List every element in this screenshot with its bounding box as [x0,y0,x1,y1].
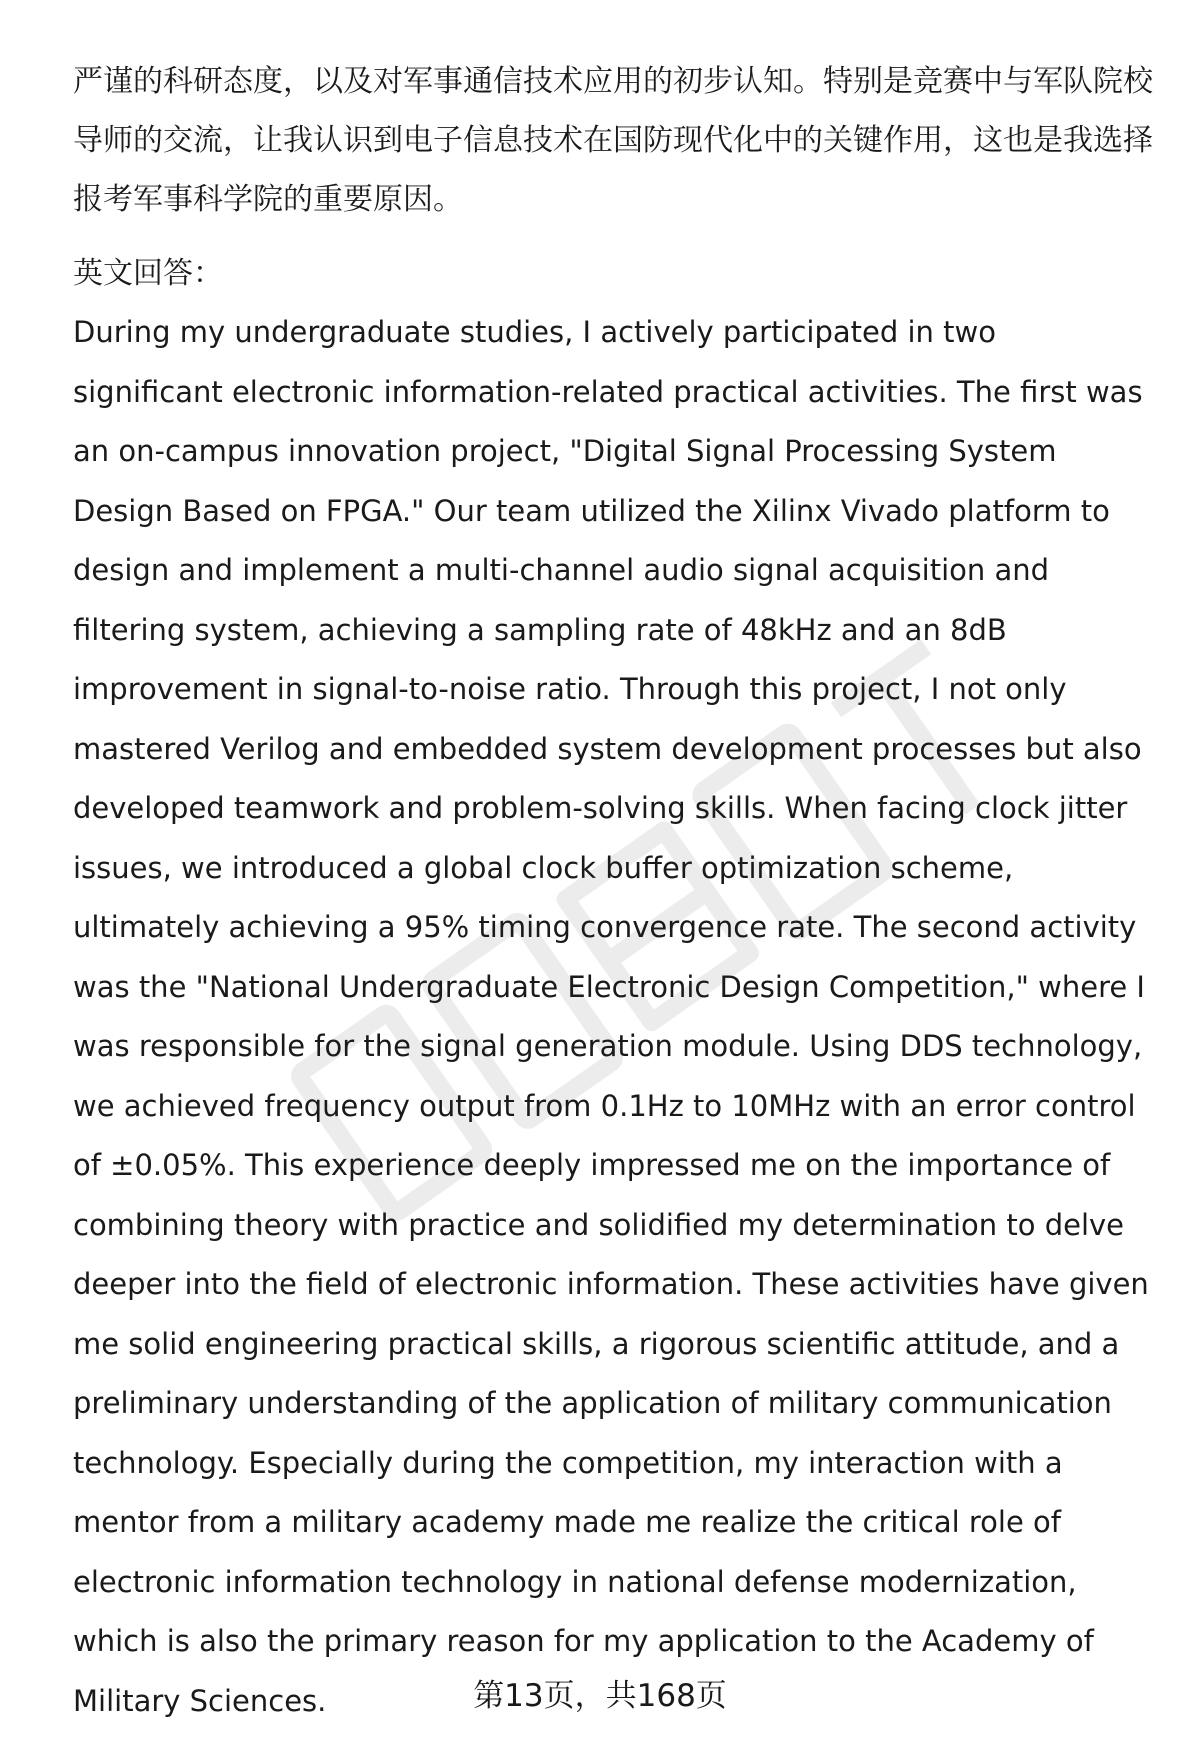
page-number: 第13页，共168页 [473,1678,727,1714]
intro-paragraph: 严谨的科研态度，以及对军事通信技术应用的初步认知。特别是竞赛中与军队院校导师的交流，让我认识到电子信息技术在国防现代化中的关键作用，这也是我选择报考军事科学院的重要原因。 [73,64,1153,217]
answer-heading: 英文回答： [73,256,223,291]
document-body [73,52,1153,1731]
english-answer-paragraph: During my undergraduate studies, I actively participated in two significant electronic information-related practical activities. The first was an on-campus innovation project, "Digital Signal Processing System Design Based on FPGA." Our team utilized the Xilinx Vivado platform to design and implement a multi-channel audio signal acquisition and filtering system, achieving a sampling rate of 48kHz and an 8dB improvement in signal-to-noise ratio. Through this project, I not only mastered Verilog and embedded system development processes but also developed teamwork and problem-solving skills. When facing clock jitter issues, we introduced a global clock buffer optimization scheme, ultimately achieving a 95% timing convergence rate. The second activity was the "National Undergraduate Electronic Design Competition," where I was responsible for the signal generation module. Using DDS technology, we achieved frequency output from 0.1Hz to 10MHz with an error control of ±0.05%. This experience deeply impressed me on the importance of combining theory with practice and solidified my determination to delve deeper into the field of electronic information. These activities have given me solid engineering practical skills, a rigorous scientific attitude, and a preliminary understanding of the application of military communication technology. Especially during the competition, my interaction with a mentor from a military academy made me realize the critical role of electronic information technology in national defense modernization, which is also the primary reason for my application to the Academy of Military Sciences. [73,315,1149,1718]
